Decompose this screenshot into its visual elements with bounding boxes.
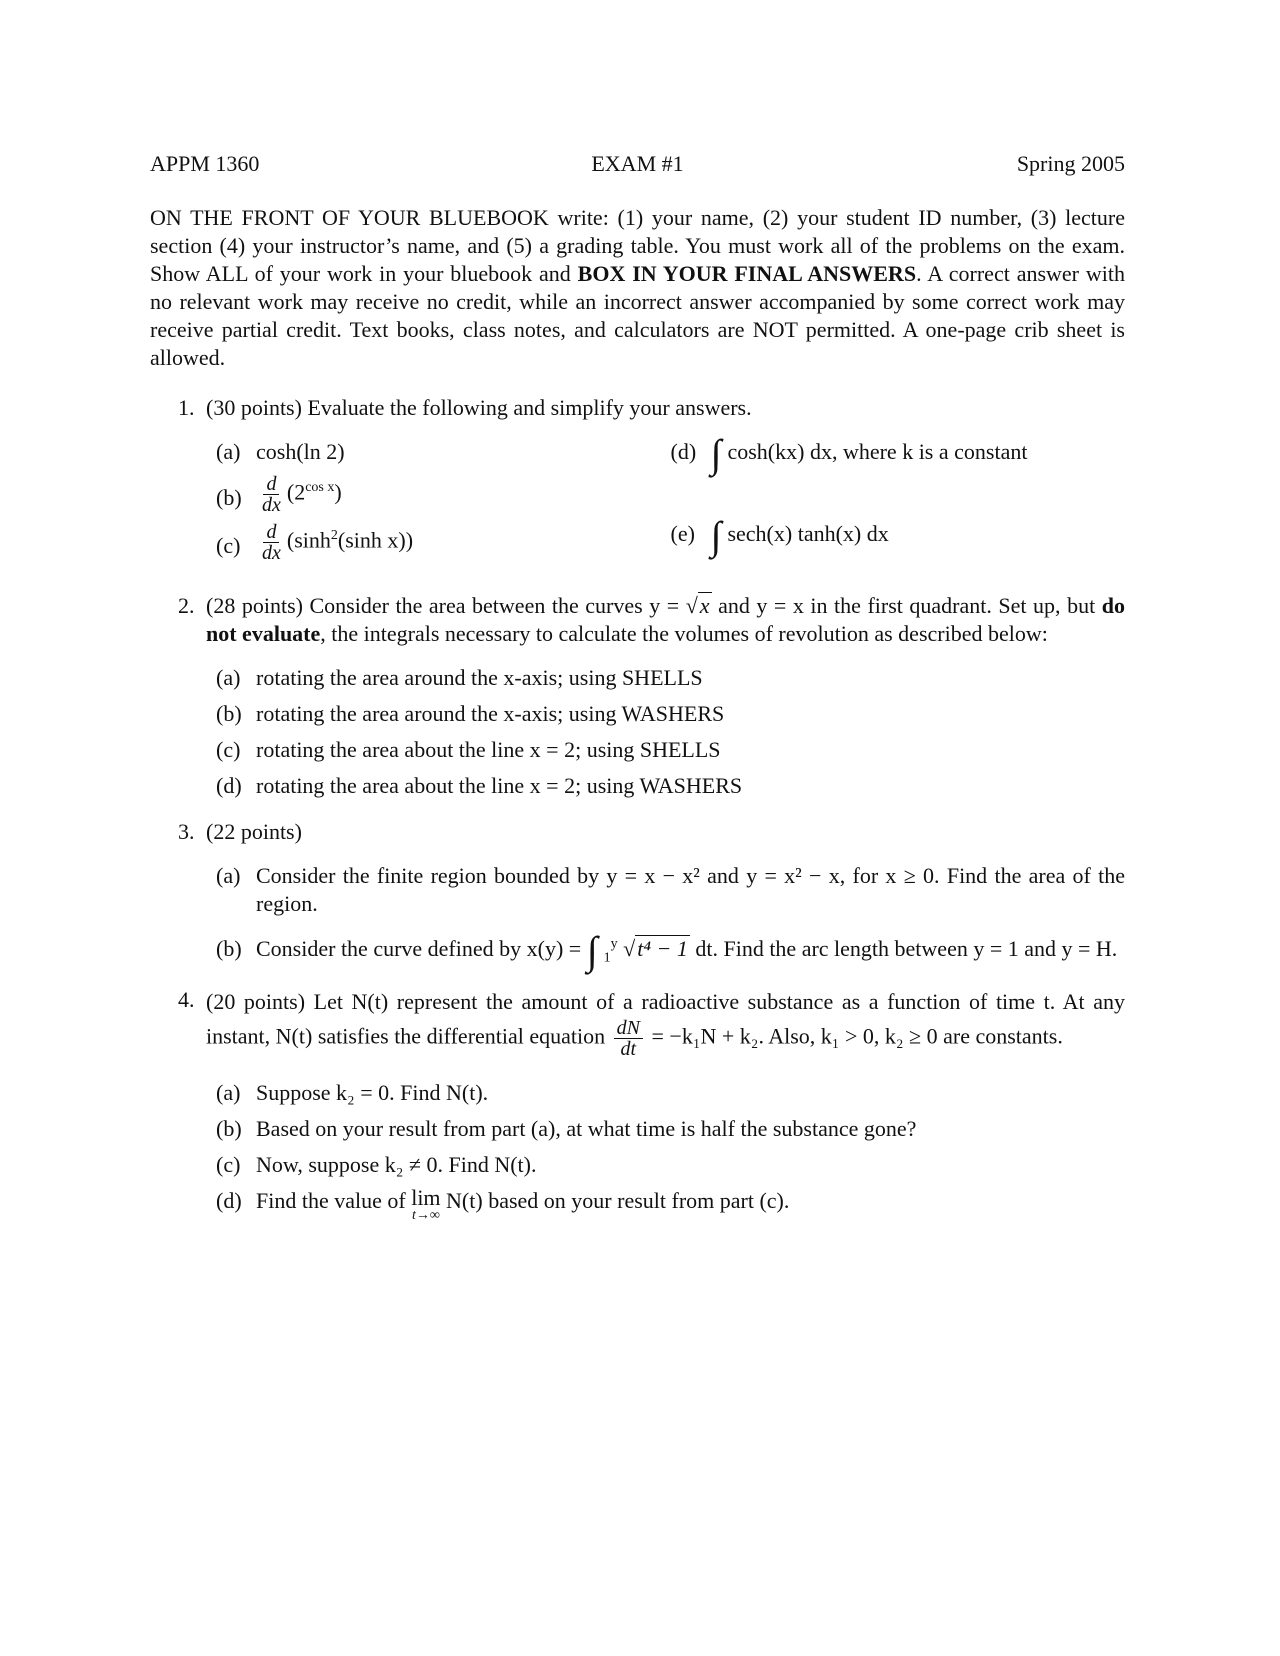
text-a: (28 points) Consider the area between the curves y = xyxy=(206,593,686,618)
problem-number: 3. xyxy=(178,819,195,844)
part-a xyxy=(216,1079,1125,1115)
text-a: (20 points) Let N(t) represent the amount of a radioactive substance as a function of time t. At any instant, N(t) satisfies the differential equation xyxy=(206,989,1125,1049)
part-text: rotating the area about the line x = 2; using SHELLS xyxy=(256,737,721,762)
part-label: (d) xyxy=(670,439,697,464)
part-text: rotating the area around the x-axis; using SHELLS xyxy=(256,665,703,690)
part-a xyxy=(216,862,1125,918)
part-label: (a) xyxy=(216,1080,241,1105)
parts-left-column xyxy=(216,438,671,570)
part-label: (e) xyxy=(670,521,695,546)
sqrt-expression: √x xyxy=(685,593,710,618)
part-expression-tail: (sinh x)) xyxy=(337,527,414,553)
bold-text: do not evaluate xyxy=(206,593,1125,646)
problem-number: 4. xyxy=(178,987,195,1012)
frac-den: dx xyxy=(262,494,281,516)
part-d xyxy=(216,1187,1125,1223)
frac-den: dt xyxy=(620,1038,637,1060)
problem-4-parts xyxy=(206,1079,1125,1223)
part-text: Now, suppose k₂ ≠ 0. Find N(t). xyxy=(256,1152,537,1177)
part-label: (d) xyxy=(216,773,242,798)
problem-2-parts xyxy=(206,664,1125,808)
text-c: , the integrals necessary to calculate the volumes of revolution as described below: xyxy=(320,621,1048,646)
problem-text: (30 points) Evaluate the following and simplify your answers. xyxy=(206,395,752,420)
parts-right-column xyxy=(670,430,1126,570)
part-text-a: Find the value of xyxy=(256,1188,412,1213)
part-text-a: Consider the curve defined by x(y) = xyxy=(256,936,587,961)
part-label: (c) xyxy=(216,737,241,762)
exponent: 2 xyxy=(330,528,338,544)
part-expression: (sinh xyxy=(286,527,331,553)
sqrt-expression: √t⁴ − 1 xyxy=(623,936,688,961)
part-text: Suppose k₂ = 0. Find N(t). xyxy=(256,1080,489,1105)
derivative-fraction xyxy=(614,1018,643,1059)
part-text: Based on your result from part (a), at what time is half the substance gone? xyxy=(256,1116,917,1141)
part-d xyxy=(216,772,1125,808)
part-a xyxy=(216,664,1125,700)
frac-num: d xyxy=(263,474,279,495)
frac-num: d xyxy=(263,522,279,543)
part-text: Consider the finite region bounded by y = x − x² and y = x² − x, for x ≥ 0. Find the area of the region. xyxy=(256,863,1125,916)
instructions xyxy=(150,204,1125,372)
part-label: (b) xyxy=(216,936,242,961)
derivative-operator xyxy=(259,474,284,515)
lim-subscript: t→∞ xyxy=(411,1208,440,1223)
instructions-text-1: ON THE FRONT OF YOUR BLUEBOOK write: (1) your name, (2) your student ID number, (3) lecture section (4) your instructor’s name, and (5) a grading table. You must work all of the problems on the exam. Show ALL of your work in your bluebook and xyxy=(150,205,1125,286)
lower-limit: 1 xyxy=(603,950,611,966)
frac-den: dx xyxy=(262,542,281,564)
problem-text xyxy=(206,986,1125,1059)
part-c xyxy=(216,736,1125,772)
lim-label: lim xyxy=(411,1185,441,1210)
problem-2 xyxy=(150,592,1125,808)
text-b: = −k₁N + k₂. Also, k₁ > 0, k₂ ≥ 0 are constants. xyxy=(646,1023,1063,1049)
frac-num: dN xyxy=(614,1018,643,1039)
integral-sign: ∫ xyxy=(710,512,722,558)
radicand: t⁴ − 1 xyxy=(637,936,688,961)
part-label: (b) xyxy=(216,1116,242,1141)
instructions-bold: BOX IN YOUR FINAL ANSWERS xyxy=(577,261,917,286)
part-c xyxy=(216,1151,1125,1187)
integral-sign: ∫ xyxy=(586,927,598,973)
course-code: APPM 1360 xyxy=(150,151,260,176)
part-expression: cosh(ln 2) xyxy=(256,439,345,464)
part-b xyxy=(216,927,1125,973)
part-label: (a) xyxy=(216,439,241,464)
part-label: (d) xyxy=(216,1188,242,1213)
part-b xyxy=(216,1115,1125,1151)
page-header xyxy=(150,150,1125,180)
part-text-b: N(t) based on your result from part (c). xyxy=(440,1188,790,1213)
part-d xyxy=(670,430,1126,498)
upper-limit: y xyxy=(610,936,618,952)
part-text: rotating the area about the line x = 2; using WASHERS xyxy=(256,773,743,798)
text-b: and y = x in the first quadrant. Set up, but xyxy=(711,593,1102,618)
problem-4 xyxy=(150,986,1125,1223)
part-expression: cosh(kx) dx, where k is a constant xyxy=(727,439,1028,464)
part-b xyxy=(216,700,1125,736)
problem-number: 2. xyxy=(178,593,195,618)
part-label: (c) xyxy=(216,533,241,558)
part-text: rotating the area around the x-axis; using WASHERS xyxy=(256,701,725,726)
exam-term: Spring 2005 xyxy=(1016,151,1125,176)
part-label: (b) xyxy=(216,485,242,510)
exam-title: EXAM #1 xyxy=(591,151,684,176)
part-text-b: dt. Find the arc length between y = 1 and y = H. xyxy=(689,936,1118,961)
integral-sign: ∫ xyxy=(710,430,722,476)
part-a xyxy=(216,438,671,474)
part-expression: (2 xyxy=(286,479,306,505)
radicand: x xyxy=(699,593,710,618)
close-paren: ) xyxy=(334,479,342,505)
instructions-text-2: . A correct answer with no relevant work may receive no credit, while an incorrect answer accompanied by some correct work may receive partial credit. Text books, class notes, and calculators are NOT permitted. A one-page crib sheet is allowed. xyxy=(150,261,1125,370)
part-label: (a) xyxy=(216,665,241,690)
problem-1 xyxy=(150,394,1125,570)
part-c xyxy=(216,522,671,570)
part-label: (b) xyxy=(216,701,242,726)
part-label: (c) xyxy=(216,1152,241,1177)
limit-operator xyxy=(411,1187,440,1223)
problem-3-parts xyxy=(206,862,1125,973)
problem-number: 1. xyxy=(178,395,195,420)
part-expression: sech(x) tanh(x) dx xyxy=(727,521,889,546)
exponent: cos x xyxy=(305,480,335,496)
exam-page xyxy=(150,150,1125,1223)
problem-text: (22 points) xyxy=(206,819,302,844)
problem-1-parts xyxy=(206,430,1125,570)
problem-3 xyxy=(150,818,1125,973)
problem-text xyxy=(206,592,1125,648)
part-b xyxy=(216,474,671,522)
part-label: (a) xyxy=(216,863,241,888)
part-e xyxy=(670,512,1126,558)
derivative-operator xyxy=(259,522,284,563)
